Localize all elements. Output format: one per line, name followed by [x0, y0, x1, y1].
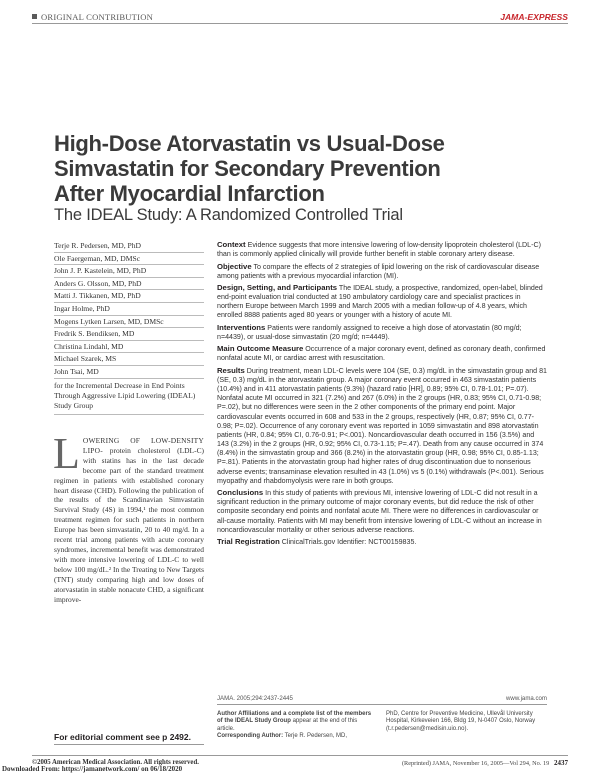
body-paragraph: protein cholesterol (LDL-C) with statins has in the last decade become part of the standard treatment regimen in patients with established coronary heart disease (CHD). Following the publication of the results of the Scandinavian Simvastatin Survival Study (4S) in 1994,¹ the most common treatment regimen for such patients in northern Europe has been simvastatin, 20 to 40 mg/d. In a recent trial among patients with acute coronary syndromes, incremental benefit was demonstrated with more intensive lowering of LDL-C to well below 100 mg/dL.² In the Treating to New Targets (TNT) study comparing high and low doses of atorvastatin in stable nonacute CHD, a significant improve-: [54, 445, 205, 604]
article-subtitle: The IDEAL Study: A Randomized Controlled Trial: [54, 206, 403, 224]
author-list: [54, 240, 204, 415]
affiliations-lead: Author Affiliations and a complete list of the members of the IDEAL Study Group: [217, 711, 372, 725]
abstract-heading: Interventions: [217, 322, 266, 332]
abstract-text: To compare the effects of 2 strategies of lipid lowering on the risk of cardiovascular disease among patients with a previous myocardial infarction (MI).: [217, 262, 540, 280]
section-label: [32, 12, 153, 22]
abstract-heading: Objective: [217, 261, 252, 271]
abstract-section-outcome: [217, 344, 547, 363]
author-name: John Tsai, MD: [54, 366, 204, 379]
abstract-section-design: [217, 283, 547, 321]
author-name: Ole Faergeman, MD, DMSc: [54, 253, 204, 266]
header-rule: [32, 23, 568, 24]
copyright-notice: ©2005 American Medical Association. All rights reserved.: [32, 759, 199, 766]
title-line: High-Dose Atorvastatin vs Usual-Dose: [54, 131, 445, 156]
journal-issue: (Reprinted) JAMA, November 16, 2005—Vol 294, No. 19: [401, 760, 550, 767]
corresponding-author-name: Terje R. Pedersen, MD,: [284, 733, 348, 740]
journal-citation-footer: [402, 759, 568, 767]
author-name: Christina Lindahl, MD: [54, 341, 204, 354]
citation-ref: JAMA. 2005;294:2437-2445: [217, 695, 293, 702]
citation-line: [217, 695, 547, 702]
abstract-text: In this study of patients with previous MI, intensive lowering of LDL-C did not result in a significant reduction in the primary outcome of major coronary events, but did reduce the risk of other composite secondary end points and nonfatal acute MI. There were no differences in cardiovascular or all-cause mortality. Patients with MI may benefit from intensive lowering of LDL-C without an increase in noncardiovascular mortality or other serious adverse reactions.: [217, 489, 542, 534]
abstract-section-results: [217, 366, 547, 486]
abstract-section-conclusions: [217, 488, 547, 535]
author-name: Mogens Lytken Larsen, MD, DMSc: [54, 316, 204, 329]
editorial-comment-link[interactable]: For editorial comment see p 2492.: [54, 732, 191, 742]
abstract-text: Evidence suggests that more intensive lowering of low-density lipoprotein cholesterol (LDL-C) than is commonly applied clinically will provide further benefit in stable coronary artery disease.: [217, 241, 541, 259]
affiliations-rest: appear at the end of this article.: [217, 718, 358, 732]
abstract-text: Occurrence of a major coronary event, defined as coronary death, confirmed nonfatal acute MI, or cardiac arrest with resuscitation.: [217, 345, 546, 363]
abstract-text: During treatment, mean LDL-C levels were 104 (SE, 0.3) mg/dL in the simvastatin group and 81 (SE, 0.3) mg/dL in the atorvastatin group. A major coronary event occurred in 463 simvastatin patients (10.4%) and in 411 atorvastatin patients (9.3%) (hazard ratio [HR], 0.89; 95% CI, 0.78-1.01; P=.07). Nonfatal acute MI occurred in 321 (7.2%) and 267 (6.0%) in the 2 groups (HR, 0.83; 95% CI, 0.71-0.98; P=.02), but no differences were seen in the 2 other components of the primary end point. Major cardiovascular events occurred in 608 and 533 in the 2 groups, respectively (HR, 0.87; 95% CI, 0.77-0.98; P=.02). Occurrence of any coronary event was reported in 1059 simvastatin and 898 atorvastatin patients (HR, 0.84; 95% CI, 0.76-0.91; P<.001). Noncardiovascular death occurred in 156 (3.5%) and 143 (3.2%) in the 2 groups (HR, 0.92; 95% CI, 0.73-1.15; P=.47). Death from any cause occurred in 374 (8.4%) in the simvastatin group and 366 (8.2%) in the atorvastatin group (HR, 0.98; 95% CI, 0.85-1.13; P=.81). Patients in the atorvastatin group had higher rates of drug discontinuation due to nonserious adverse events; transaminase elevation resulted in 43 (1.0%) vs 5 (0.1%) withdrawals (P<.001). Serious myopathy and rhabdomyolysis were rare in both groups.: [217, 366, 547, 485]
corresponding-author-label: Corresponding Author:: [217, 733, 284, 740]
drop-cap: L: [53, 429, 80, 478]
download-stamp: Downloaded From: https://jamanetwork.com/ on 06/18/2020: [2, 765, 183, 773]
abstract-text: The IDEAL study, a prospective, randomized, open-label, blinded end-point evaluation trial conducted at 190 ambulatory cardiology care and specialist practices in northern Europe between March 1999 and March 2005 with a median follow-up of 4.8 years, which enrolled 8888 patients aged 80 years or younger with a history of acute MI.: [217, 284, 543, 320]
journal-url-link[interactable]: www.jama.com: [506, 695, 547, 702]
abstract-text: ClinicalTrials.gov Identifier: NCT00159835.: [281, 538, 417, 546]
title-line: Simvastatin for Secondary Prevention: [54, 156, 441, 181]
abstract-section-interventions: [217, 323, 547, 342]
author-name: Ingar Holme, PhD: [54, 303, 204, 316]
body-lead-in: OWERING OF LOW-DENSITY LIPO-: [82, 436, 204, 455]
abstract-heading: Context: [217, 240, 246, 249]
abstract-section-context: [217, 240, 547, 259]
section-label-text: ORIGINAL CONTRIBUTION: [41, 12, 154, 22]
abstract-section-registration: [217, 537, 547, 547]
abstract: [217, 240, 547, 549]
author-name: Terje R. Pedersen, MD, PhD: [54, 240, 204, 253]
editorial-rule: [54, 744, 204, 745]
corresponding-author-address: PhD, Centre for Preventive Medicine, Ullevål University Hospital, Kirkeveien 166, Bldg 19, N-0407 Oslo, Norway (t.r.pedersen@medisin.uio.no).: [386, 711, 536, 732]
citation-rule: [217, 704, 547, 705]
square-bullet-icon: [32, 14, 37, 19]
author-affiliations: [217, 711, 372, 741]
abstract-heading: Results: [217, 365, 245, 375]
author-name: Michael Szarek, MS: [54, 353, 204, 366]
title-line: After Myocardial Infarction: [54, 181, 325, 206]
author-name: Anders G. Olsson, MD, PhD: [54, 278, 204, 291]
jama-express-badge: JAMA-EXPRESS: [500, 12, 568, 22]
abstract-text: Patients were randomly assigned to receive a high dose of atorvastatin (80 mg/d; n=4439), or usual-dose simvastatin (20 mg/d; n=4449).: [217, 323, 522, 341]
author-name: Matti J. Tikkanen, MD, PhD: [54, 290, 204, 303]
study-group-note: for the Incremental Decrease in End Points Through Aggressive Lipid Lowering (IDEAL) Study Group: [54, 381, 204, 415]
abstract-heading: Main Outcome Measure: [217, 344, 304, 354]
abstract-heading: Trial Registration: [217, 537, 280, 546]
author-name: John J. P. Kastelein, MD, PhD: [54, 265, 204, 278]
article-title: [54, 131, 554, 206]
body-text: [53, 429, 205, 604]
author-name: Fredrik S. Bendiksen, MD: [54, 328, 204, 341]
abstract-section-objective: [217, 262, 547, 281]
abstract-heading: Conclusions: [217, 488, 264, 498]
footer-rule: [32, 755, 568, 756]
abstract-heading: Design, Setting, and Participants: [217, 283, 338, 292]
page-number: 2437: [554, 759, 568, 767]
